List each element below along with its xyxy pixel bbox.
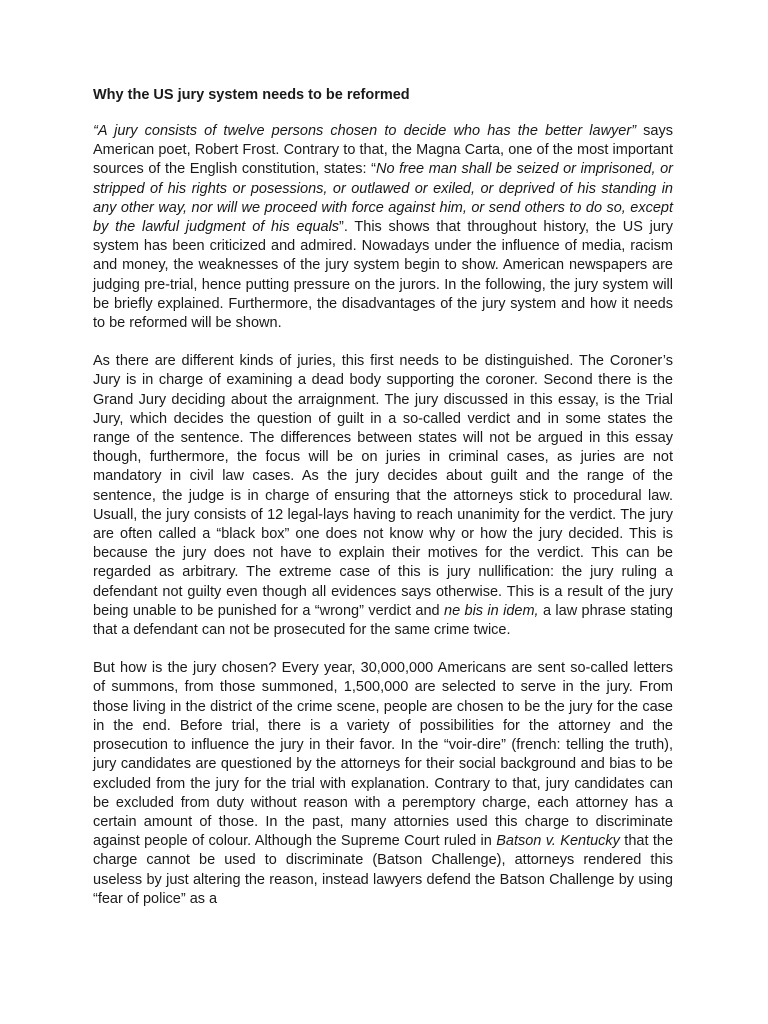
paragraph-introduction: [93, 122, 673, 333]
paragraph-text: But how is the jury chosen? Every year, 30,000,000 Americans are sent so-called letters of summons, from those summoned, 1,500,000 are selected to serve in the jury. From those living in the district of the crime scene, people are chosen to be the jury for the case in the end. Before trial, there is a variety of possibilities for the attorney and the prosecution to influence the jury in their favor. In the “voir-dire” (french: telling the truth), jury candidates are questioned by the attorneys for their social background and bias to be excluded from the jury for the trial with explanation. Contrary to that, jury candidates can be excluded from duty without reason with a peremptory charge, each attorney has a certain amount of those. In the past, many attornies used this charge to discriminate against people of colour. Although the Supreme Court ruled in: [93, 660, 673, 850]
paragraph-jury-kinds: [93, 352, 673, 640]
frost-quote: “A jury consists of twelve persons chosen to decide who has the better lawyer”: [93, 123, 637, 139]
magna-carta-quote: No free man shall be seized or imprisoned, or stripped of his rights or posessions, or outlawed or exiled, or deprived of his standing in any other way, nor will we proceed with force against him, or send others to do so, except by the lawful judgment of his equals: [93, 161, 673, 236]
paragraph-text: As there are different kinds of juries, this first needs to be distinguished. The Coroner’s Jury is in charge of examining a dead body supporting the coroner. Second there is the Grand Jury deciding about the arraignment. The jury discussed in this essay, is the Trial Jury, which decides the question of guilt in a so-called verdict and in some states the range of the sentence. The differences between states will not be argued in this essay though, furthermore, the focus will be on juries in criminal cases, as juries are not mandatory in civil law cases. As the jury decides about guilt and the range of the sentence, the judge is in charge of ensuring that the attorneys stick to procedural law. Usuall, the jury consists of 12 legal-lays having to reach unanimity for the verdict. The jury are often called a “black box” one does not know why or how the jury decided. This is because the jury does not have to explain their motives for the verdict. This can be regarded as arbitrary. The extreme case of this is jury nullification: the jury ruling a defendant not guilty even though all evidences says otherwise. This is a result of the jury being unable to be punished for a “wrong” verdict and: [93, 353, 673, 619]
paragraph-text: that the charge cannot be used to discriminate (Batson Challenge), attorneys rendered this useless by just altering the reason, instead lawyers defend the Batson Challenge by using “fear of police” as a: [93, 833, 674, 907]
paragraph-text: a law phrase stating that a defendant can not be prosecuted for the same crime twice.: [93, 602, 674, 639]
paragraph-text: ”. This shows that throughout history, the US jury system has been criticized and admired. Nowadays under the influence of media, racism and money, the weaknesses of the jury system begin to show. American newspapers are judging pre-trial, hence putting pressure on the jurors. In the following, the jury system will be briefly explained. Furthermore, the disadvantages of the jury system and how it needs to be reformed will be shown.: [93, 219, 673, 332]
case-name: Batson v. Kentucky: [496, 833, 620, 850]
legal-phrase: ne bis in idem,: [444, 602, 539, 619]
essay-title: Why the US jury system needs to be reformed: [93, 87, 410, 103]
paragraph-text: says American poet, Robert Frost. Contrary to that, the Magna Carta, one of the most important sources of the English constitution, states: “: [93, 123, 674, 178]
paragraph-jury-selection: [93, 659, 673, 909]
document-page: [93, 86, 673, 928]
